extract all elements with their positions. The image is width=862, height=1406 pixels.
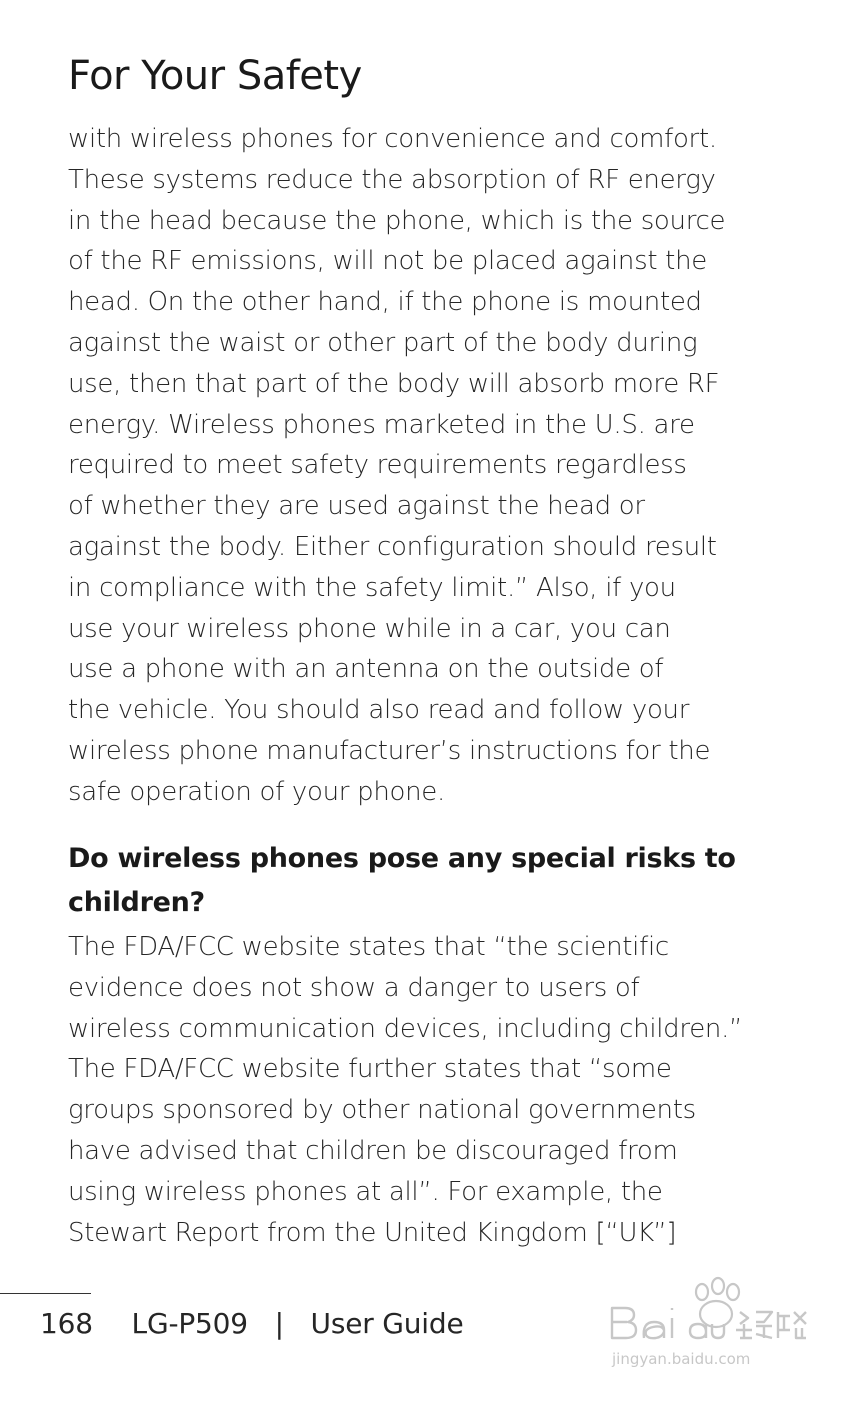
text-line: of the RF emissions, will not be placed against the [68,246,707,277]
guide-name: User Guide [310,1307,464,1340]
text-line: have advised that children be discouraged from [68,1135,678,1166]
text-line: in the head because the phone, which is the source [68,205,726,236]
watermark-url-text: jingyan.baidu.com [612,1350,751,1368]
text-line: using wireless phones at all”. For example, the [68,1176,663,1207]
text-line: safe operation of your phone. [68,776,445,807]
page-title: For Your Safety [68,53,362,99]
text-line: wireless phone manufacturer’s instructions for the [68,735,711,766]
footer-divider [0,1293,91,1294]
text-line: energy. Wireless phones marketed in the U.S. are [68,409,695,440]
paragraph-body-2 [68,927,828,1253]
text-line: with wireless phones for convenience and comfort. [68,124,717,154]
text-line: Stewart Report from the United Kingdom [“UK”] [68,1217,677,1248]
heading-line: children? [68,887,205,918]
baidu-watermark-logo [606,1272,816,1382]
paragraph-body-1 [68,119,828,813]
heading-line: Do wireless phones pose any special risks to [68,843,736,874]
text-line: groups sponsored by other national governments [68,1095,696,1126]
text-line: head. On the other hand, if the phone is mounted [68,287,702,318]
text-line: of whether they are used against the head or [68,491,645,522]
text-line: use, then that part of the body will absorb more RF [68,368,720,399]
text-line: wireless communication devices, including children.” [68,1013,743,1044]
page-number: 168 [40,1307,93,1340]
section-heading [68,837,736,925]
text-line: use your wireless phone while in a car, you can [68,613,671,644]
text-line: The FDA/FCC website further states that “some [68,1054,672,1085]
text-line: These systems reduce the absorption of RF energy [68,164,716,195]
page-footer [40,1302,463,1346]
text-line: required to meet safety requirements regardless [68,450,687,481]
text-line: use a phone with an antenna on the outside of [68,654,664,685]
text-line: against the body. Either configuration should result [68,531,717,562]
footer-separator: | [274,1307,284,1340]
text-line: The FDA/FCC website states that “the scientific [68,932,669,962]
text-line: evidence does not show a danger to users of [68,972,640,1003]
text-line: the vehicle. You should also read and follow your [68,695,690,726]
text-line: in compliance with the safety limit.” Also, if you [68,572,676,603]
model-name: LG-P509 [131,1307,248,1340]
text-line: against the waist or other part of the body during [68,327,698,358]
